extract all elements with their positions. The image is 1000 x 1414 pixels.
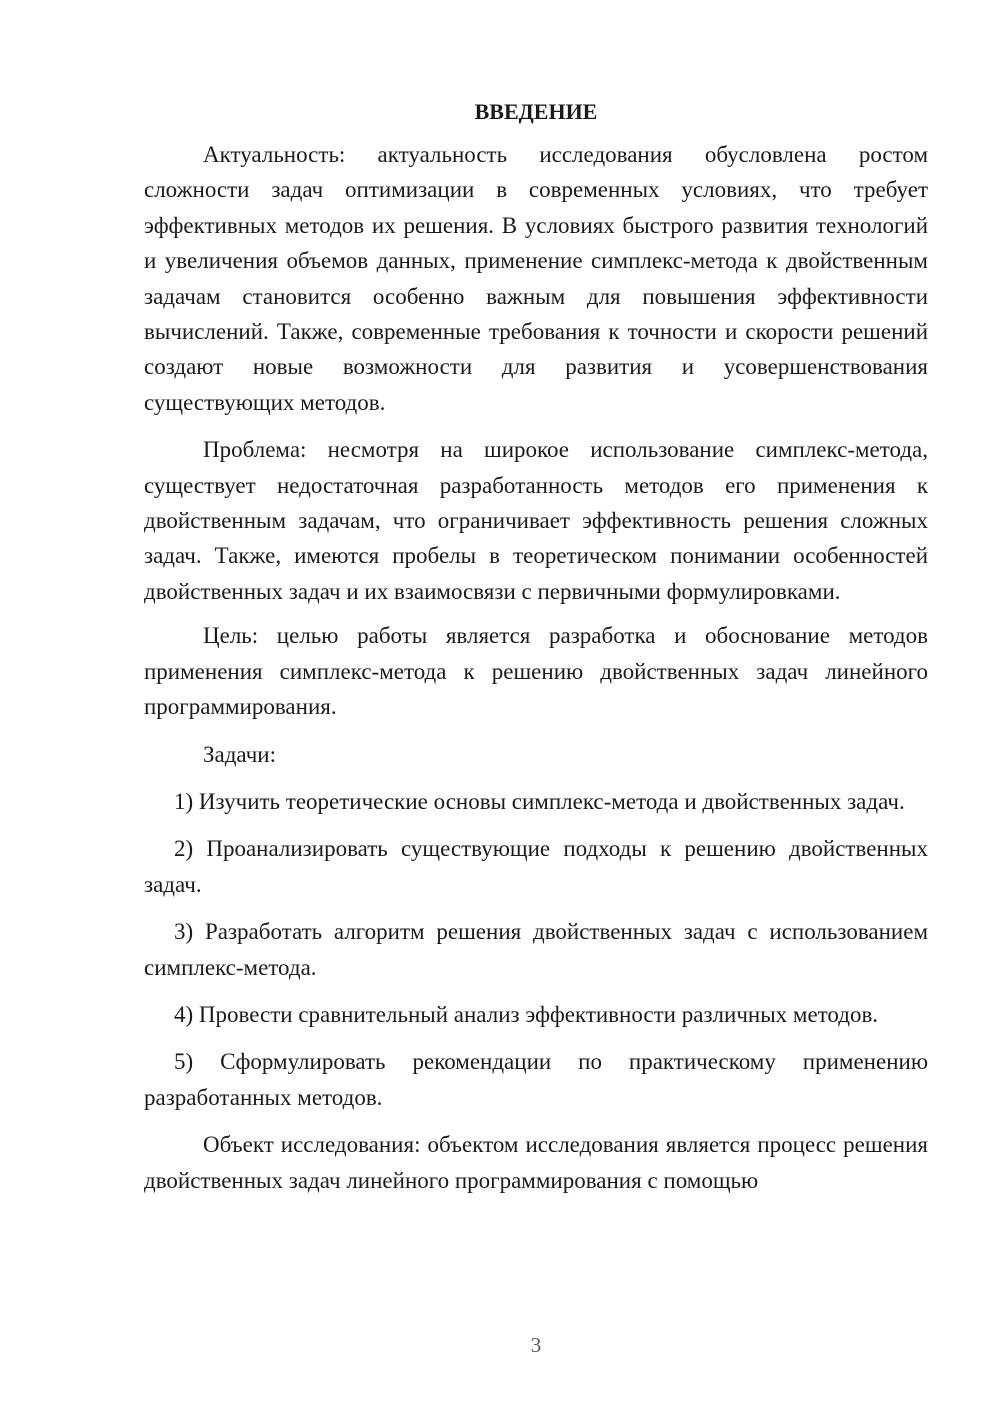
paragraph-goal: Цель: целью работы является разработка и обоснование методов применения симплекс-метода к решению двойственных задач линейного программирования.	[144, 623, 928, 720]
paragraph-object: Объект исследования: объектом исследования является процесс решения двойственных задач линейного программирования с помощью	[144, 1132, 928, 1193]
list-item: 5) Сформулировать рекомендации по практическому применению разработанных методов.	[144, 1049, 928, 1110]
tasks-list	[144, 784, 928, 1115]
document-body	[144, 94, 928, 1198]
paragraph-relevance: Актуальность: актуальность исследования обусловлена ростом сложности задач оптимизации в современных условиях, что требует эффективных методов их решения. В условиях быстрого развития технологий и увеличения объемов данных, применение симплекс-метода к двойственным задачам становится особенно важным для повышения эффективности вычислений. Также, современные требования к точности и скорости решений создают новые возможности для развития и усовершенствования существующих методов.	[144, 142, 928, 415]
list-item: 4) Провести сравнительный анализ эффективности различных методов.	[174, 1001, 879, 1027]
page-number: 3	[530, 1333, 542, 1357]
list-item: 3) Разработать алгоритм решения двойственных задач с использованием симплекс-метода.	[144, 919, 928, 980]
tasks-title: Задачи:	[203, 741, 276, 767]
list-item: 2) Проанализировать существующие подходы к решению двойственных задач.	[144, 836, 928, 897]
section-heading: ВВЕДЕНИЕ	[474, 99, 598, 124]
paragraph-problem: Проблема: несмотря на широкое использование симплекс-метода, существует недостаточная разработанность методов его применения к двойственным задачам, что ограничивает эффективность решения сложных задач. Также, имеются пробелы в теоретическом понимании особенностей двойственных задач и их взаимосвязи с первичными формулировками.	[144, 437, 928, 604]
list-item: 1) Изучить теоретические основы симплекс-метода и двойственных задач.	[174, 788, 905, 814]
